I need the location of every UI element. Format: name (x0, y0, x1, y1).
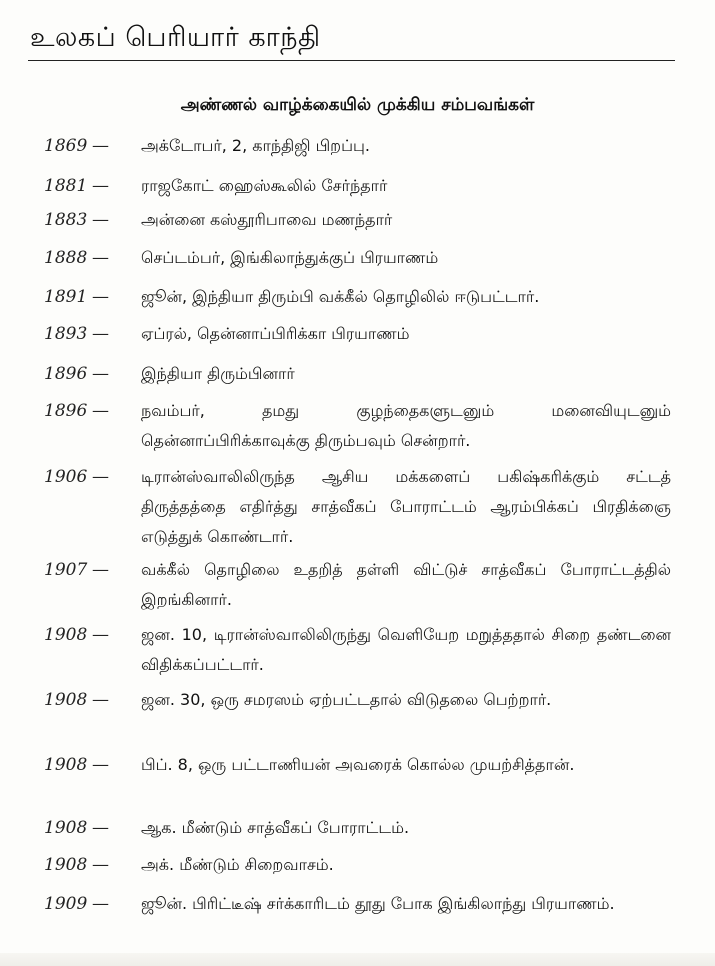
entry-year: 1908 (44, 755, 88, 775)
entry-text: வக்கீல் தொழிலை உதறித் தள்ளி விட்டுச் சாத்வீகப் போராட்டத்தில் இறங்கினார். (141, 560, 671, 609)
entry-text: ஜூன். பிரிட்டீஷ் சர்க்காரிடம் தூது போக இங்கிலாந்து பிரயாணம். (141, 894, 615, 913)
entry-dash: — (92, 401, 109, 421)
page-bottom-edge (0, 953, 715, 966)
entry-year: 1908 (44, 625, 88, 645)
entry-text: ஏப்ரல், தென்னாப்பிரிக்கா பிரயாணம் (141, 324, 410, 343)
entry-year: 1881 (44, 176, 88, 196)
entry-text: ஆக. மீண்டும் சாத்வீகப் போராட்டம். (141, 818, 410, 837)
entry-dash: — (92, 176, 109, 196)
entry-dash: — (92, 818, 109, 838)
entry-year: 1888 (44, 248, 88, 268)
entry-dash: — (92, 287, 109, 307)
entry-text: ஜன. 30, ஒரு சமரஸம் ஏற்பட்டதால் விடுதலை பெற்றார். (141, 690, 552, 709)
entry-year: 1896 (44, 401, 88, 421)
entry-dash: — (92, 248, 109, 268)
section-title: அண்ணல் வாழ்க்கையில் முக்கிய சம்பவங்கள் (180, 95, 535, 115)
entry-text: அன்னை கஸ்தூரிபாவை மணந்தார் (141, 210, 393, 229)
entry-year: 1893 (44, 324, 88, 344)
entry-year: 1896 (44, 364, 88, 384)
entry-year: 1908 (44, 690, 88, 710)
entry-year: 1883 (44, 210, 88, 230)
entry-text: டிரான்ஸ்வாலிலிருந்த ஆசிய மக்களைப் பகிஷ்கரிக்கும் சட்டத் திருத்தத்தை எதிர்த்து சாத்வீகப் போராட்டம் ஆரம்பிக்கப் பிரதிக்ஞை எடுத்துக் கொண்டார். (141, 467, 671, 546)
entry-text: ராஜகோட் ஹைஸ்கூலில் சேர்ந்தார் (141, 176, 388, 195)
entry-dash: — (92, 364, 109, 384)
entry-text: நவம்பர், தமது குழந்தைகளுடனும் மனைவியுடனும் தென்னாப்பிரிக்காவுக்கு திரும்பவும் சென்றார். (141, 401, 671, 450)
header-rule (28, 60, 675, 61)
entry-dash: — (92, 625, 109, 645)
entry-text: ஜன. 10, டிரான்ஸ்வாலிலிருந்து வெளியேற மறுத்ததால் சிறை தண்டனை விதிக்கப்பட்டார். (141, 625, 671, 674)
entry-year: 1907 (44, 560, 88, 580)
entry-dash: — (92, 324, 109, 344)
entry-dash: — (92, 560, 109, 580)
entry-dash: — (92, 894, 109, 914)
entry-dash: — (92, 755, 109, 775)
entry-dash: — (92, 136, 109, 156)
entry-year: 1891 (44, 287, 88, 307)
running-title: உலகப் பெரியார் காந்தி (30, 22, 321, 53)
entry-year: 1908 (44, 855, 88, 875)
entry-text: அக்டோபர், 2, காந்திஜி பிறப்பு. (141, 136, 370, 155)
entry-year: 1869 (44, 136, 88, 156)
entry-text: அக். மீண்டும் சிறைவாசம். (141, 855, 334, 874)
entry-dash: — (92, 855, 109, 875)
entry-text: ஜூன், இந்தியா திரும்பி வக்கீல் தொழிலில் ஈடுபட்டார். (141, 287, 540, 306)
entry-dash: — (92, 467, 109, 487)
entry-text: இந்தியா திரும்பினார் (141, 364, 295, 383)
entry-dash: — (92, 210, 109, 230)
entry-year: 1906 (44, 467, 88, 487)
entry-year: 1909 (44, 894, 88, 914)
entry-text: பிப். 8, ஒரு பட்டாணியன் அவரைக் கொல்ல முயற்சித்தான். (141, 755, 575, 774)
entry-dash: — (92, 690, 109, 710)
entry-text: செப்டம்பர், இங்கிலாந்துக்குப் பிரயாணம் (141, 248, 439, 267)
entry-year: 1908 (44, 818, 88, 838)
